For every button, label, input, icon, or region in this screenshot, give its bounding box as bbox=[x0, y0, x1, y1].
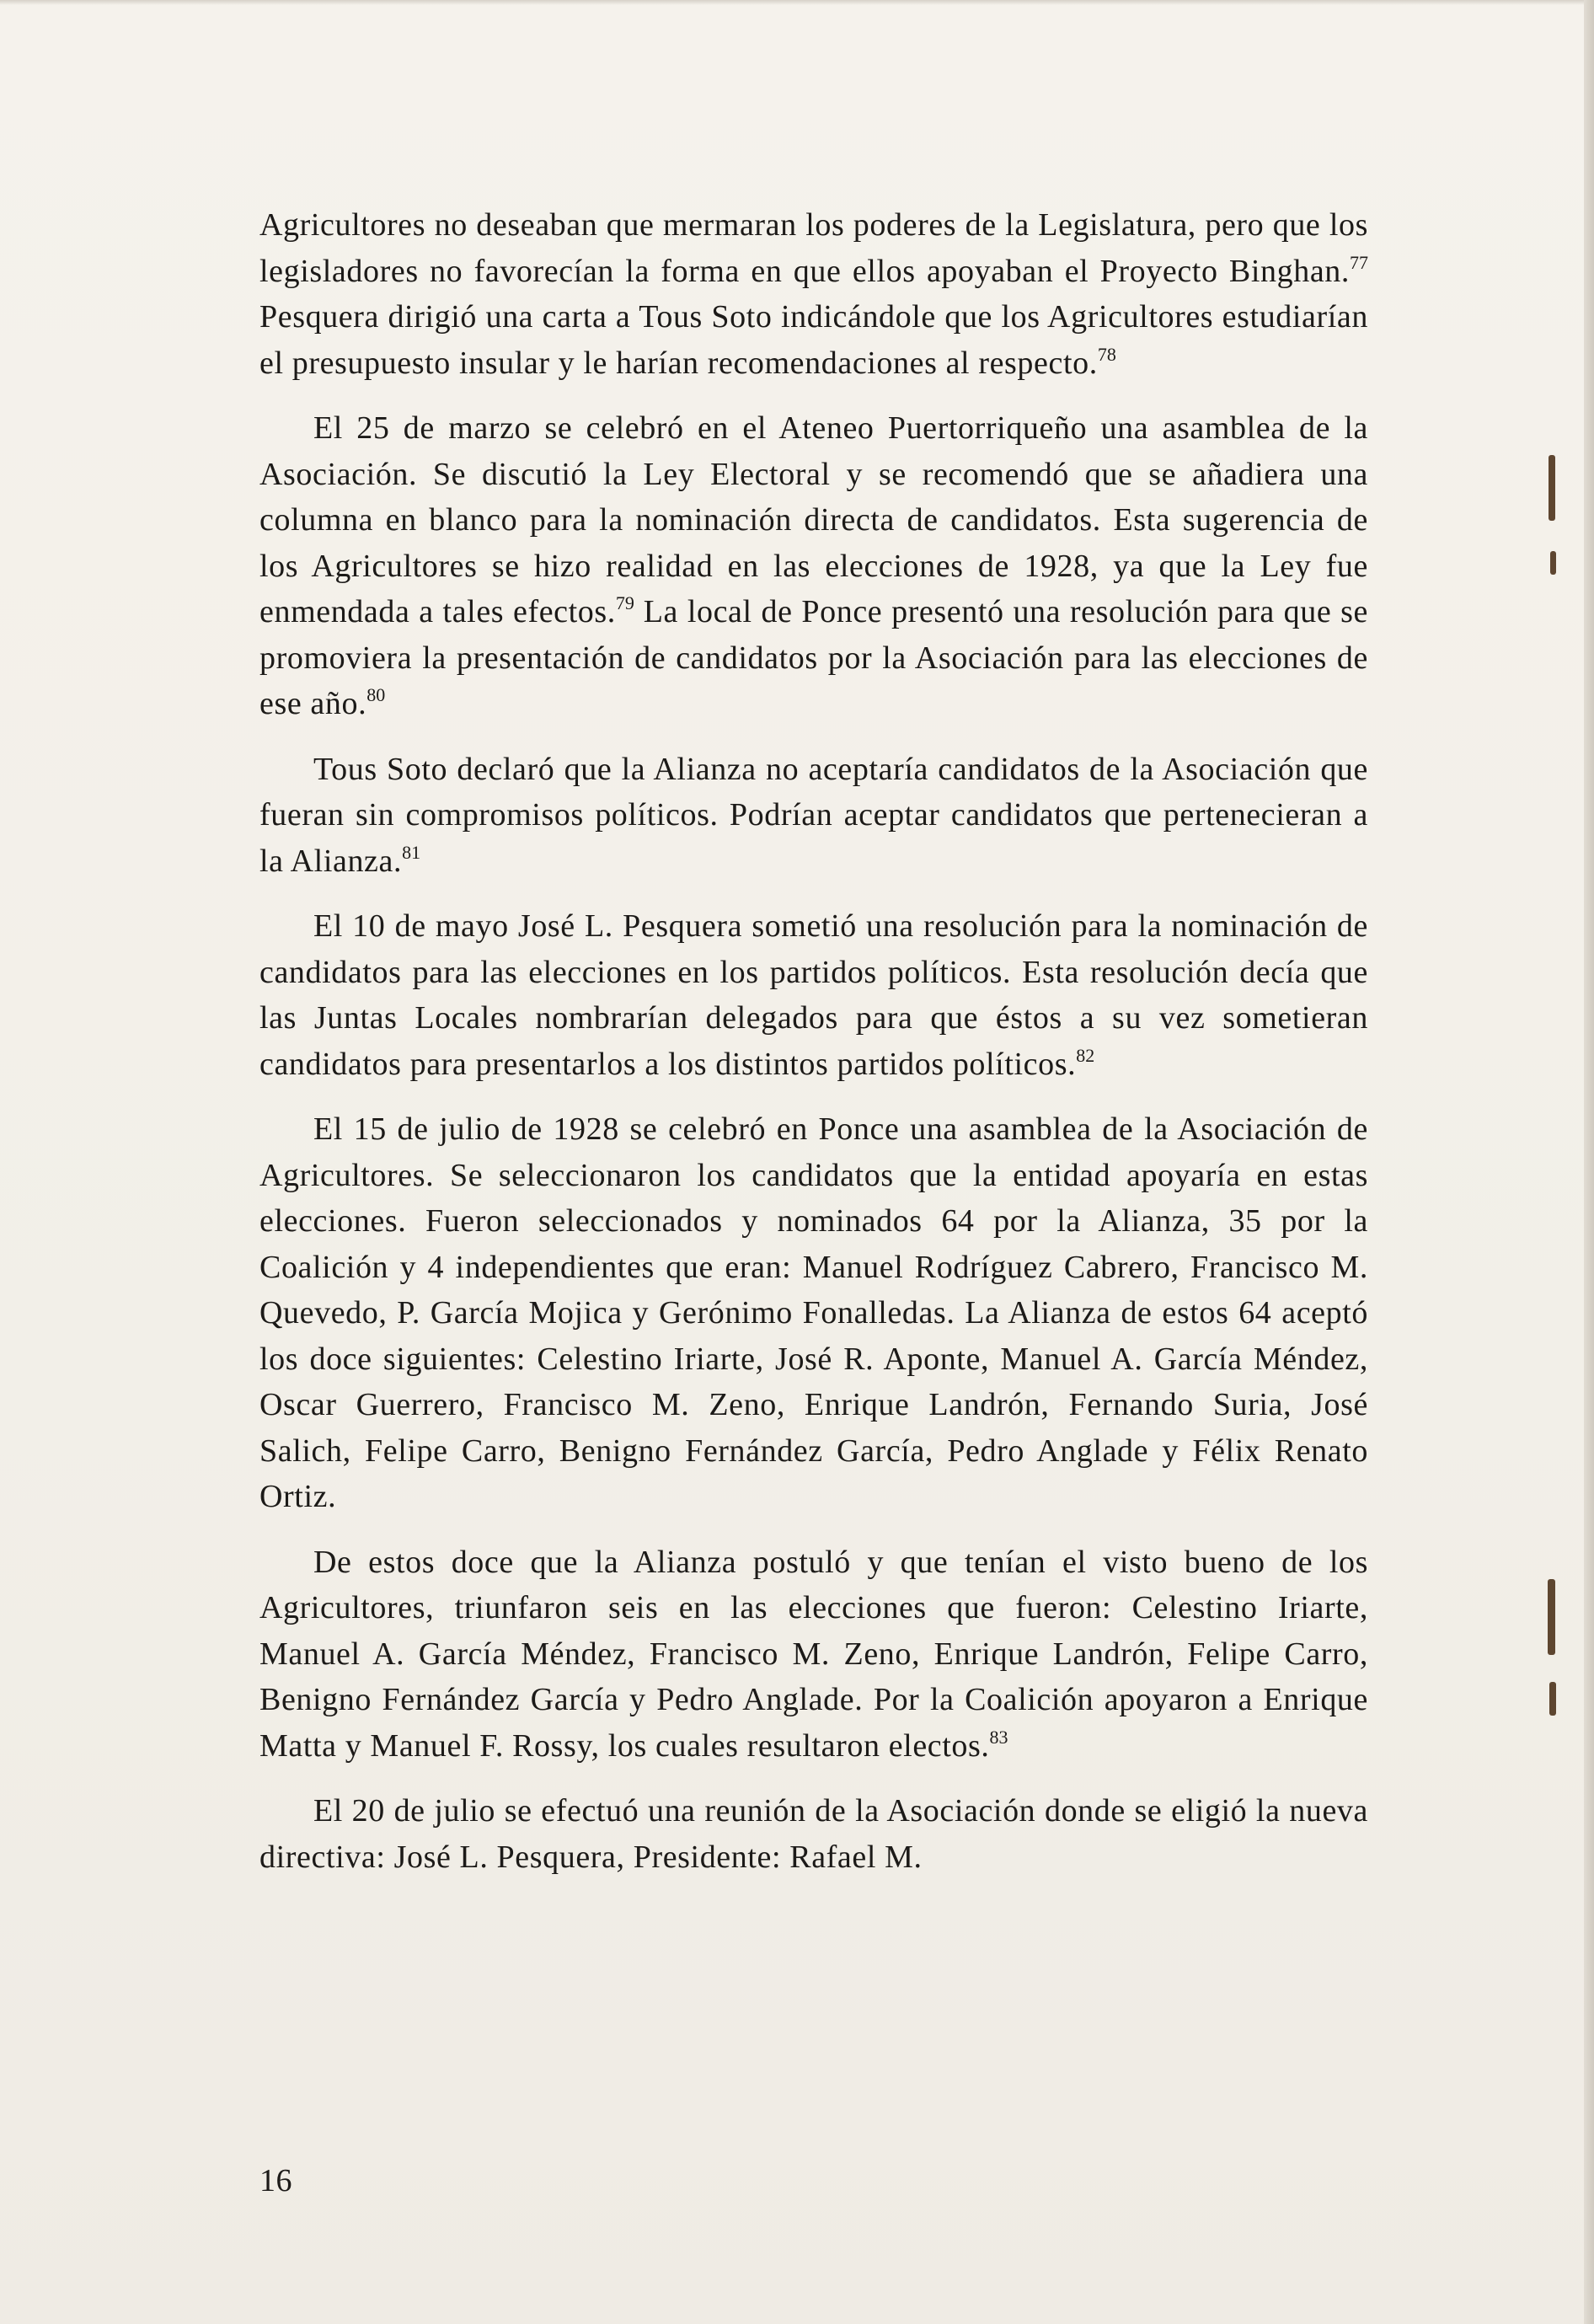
paragraph-text: Tous Soto declaró que la Alianza no aceptaría candidatos de la Asociación que fueran sin compromisos políticos. Podrían aceptar candidatos que pertenecieran a la Alianza. bbox=[259, 751, 1368, 879]
paragraph-6 bbox=[259, 1540, 1368, 1770]
page-right-edge bbox=[1584, 0, 1594, 2324]
page-top-shadow bbox=[0, 0, 1594, 5]
page-number: 16 bbox=[259, 2163, 292, 2198]
paragraph-text: El 15 de julio de 1928 se celebró en Ponce una asamblea de la Asociación de Agricultores. Se seleccionaron los candidatos que la entidad apoyaría en estas elecciones. Fueron seleccionados y nominados 64 por la Alianza, 35 por la Coalición y 4 independientes que eran: Manuel Rodríguez Cabrero, Francisco M. Quevedo, P. García Mojica y Gerónimo Fonalledas. La Alianza de estos 64 aceptó los doce siguientes: Celestino Iriarte, José R. Aponte, Manuel A. García Méndez, Oscar Guerrero, Francisco M. Zeno, Enrique Landrón, Fernando Suria, José Salich, Felipe Carro, Benigno Fernández García, Pedro Anglade y Félix Renato Ortiz. bbox=[259, 1111, 1368, 1514]
footnote-ref: 80 bbox=[366, 684, 386, 705]
binding-mark bbox=[1549, 455, 1555, 521]
footnote-ref: 79 bbox=[615, 592, 634, 613]
paragraph-text: La local de Ponce presentó una resolución para que se promoviera la presentación de candidatos por la Asociación para las elecciones de ese año. bbox=[259, 594, 1368, 721]
paragraph-4 bbox=[259, 903, 1368, 1087]
paragraph-text: Pesquera dirigió una carta a Tous Soto indicándole que los Agricultores estudiarían el presupuesto insular y le harían recomendaciones al respecto. bbox=[259, 299, 1368, 381]
paragraph-2 bbox=[259, 405, 1368, 727]
paragraph-text: El 20 de julio se efectuó una reunión de la Asociación donde se eligió la nueva directiva: José L. Pesquera, Presidente: Rafael M. bbox=[259, 1793, 1368, 1875]
binding-mark bbox=[1549, 1682, 1556, 1716]
paragraph-5 bbox=[259, 1106, 1368, 1520]
binding-mark bbox=[1548, 1579, 1555, 1655]
binding-mark bbox=[1550, 551, 1556, 575]
paragraph-text: El 10 de mayo José L. Pesquera sometió una resolución para la nominación de candidatos para las elecciones en los partidos políticos. Esta resolución decía que las Juntas Locales nombrarían delegados para que éstos a su vez sometieran candidatos para presentarlos a los distintos partidos políticos. bbox=[259, 908, 1368, 1082]
paragraph-7 bbox=[259, 1788, 1368, 1880]
paragraph-text: El 25 de marzo se celebró en el Ateneo Puertorriqueño una asamblea de la Asociación. Se discutió la Ley Electoral y se recomendó que se añadiera una columna en blanco para la nominación directa de candidatos. Esta sugerencia de los Agricultores se hizo realidad en las elecciones de 1928, ya que la Ley fue enmendada a tales efectos. bbox=[259, 410, 1368, 629]
paragraph-1 bbox=[259, 202, 1368, 386]
footnote-ref: 83 bbox=[989, 1726, 1008, 1748]
paragraph-text: De estos doce que la Alianza postuló y que tenían el visto bueno de los Agricultores, triunfaron seis en las elecciones que fueron: Celestino Iriarte, Manuel A. García Méndez, Francisco M. Zeno, Enrique Landrón, Felipe Carro, Benigno Fernández García y Pedro Anglade. Por la Coalición apoyaron a Enrique Matta y Manuel F. Rossy, los cuales resultaron electos. bbox=[259, 1544, 1368, 1764]
footnote-ref: 82 bbox=[1076, 1044, 1095, 1066]
paragraph-text: Agricultores no deseaban que mermaran los poderes de la Legislatura, pero que los legisladores no favorecían la forma en que ellos apoyaban el Proyecto Binghan. bbox=[259, 207, 1368, 289]
footnote-ref: 77 bbox=[1350, 251, 1368, 273]
paragraph-3 bbox=[259, 747, 1368, 885]
body-text bbox=[259, 202, 1368, 1899]
footnote-ref: 81 bbox=[402, 841, 421, 863]
footnote-ref: 78 bbox=[1097, 343, 1116, 365]
